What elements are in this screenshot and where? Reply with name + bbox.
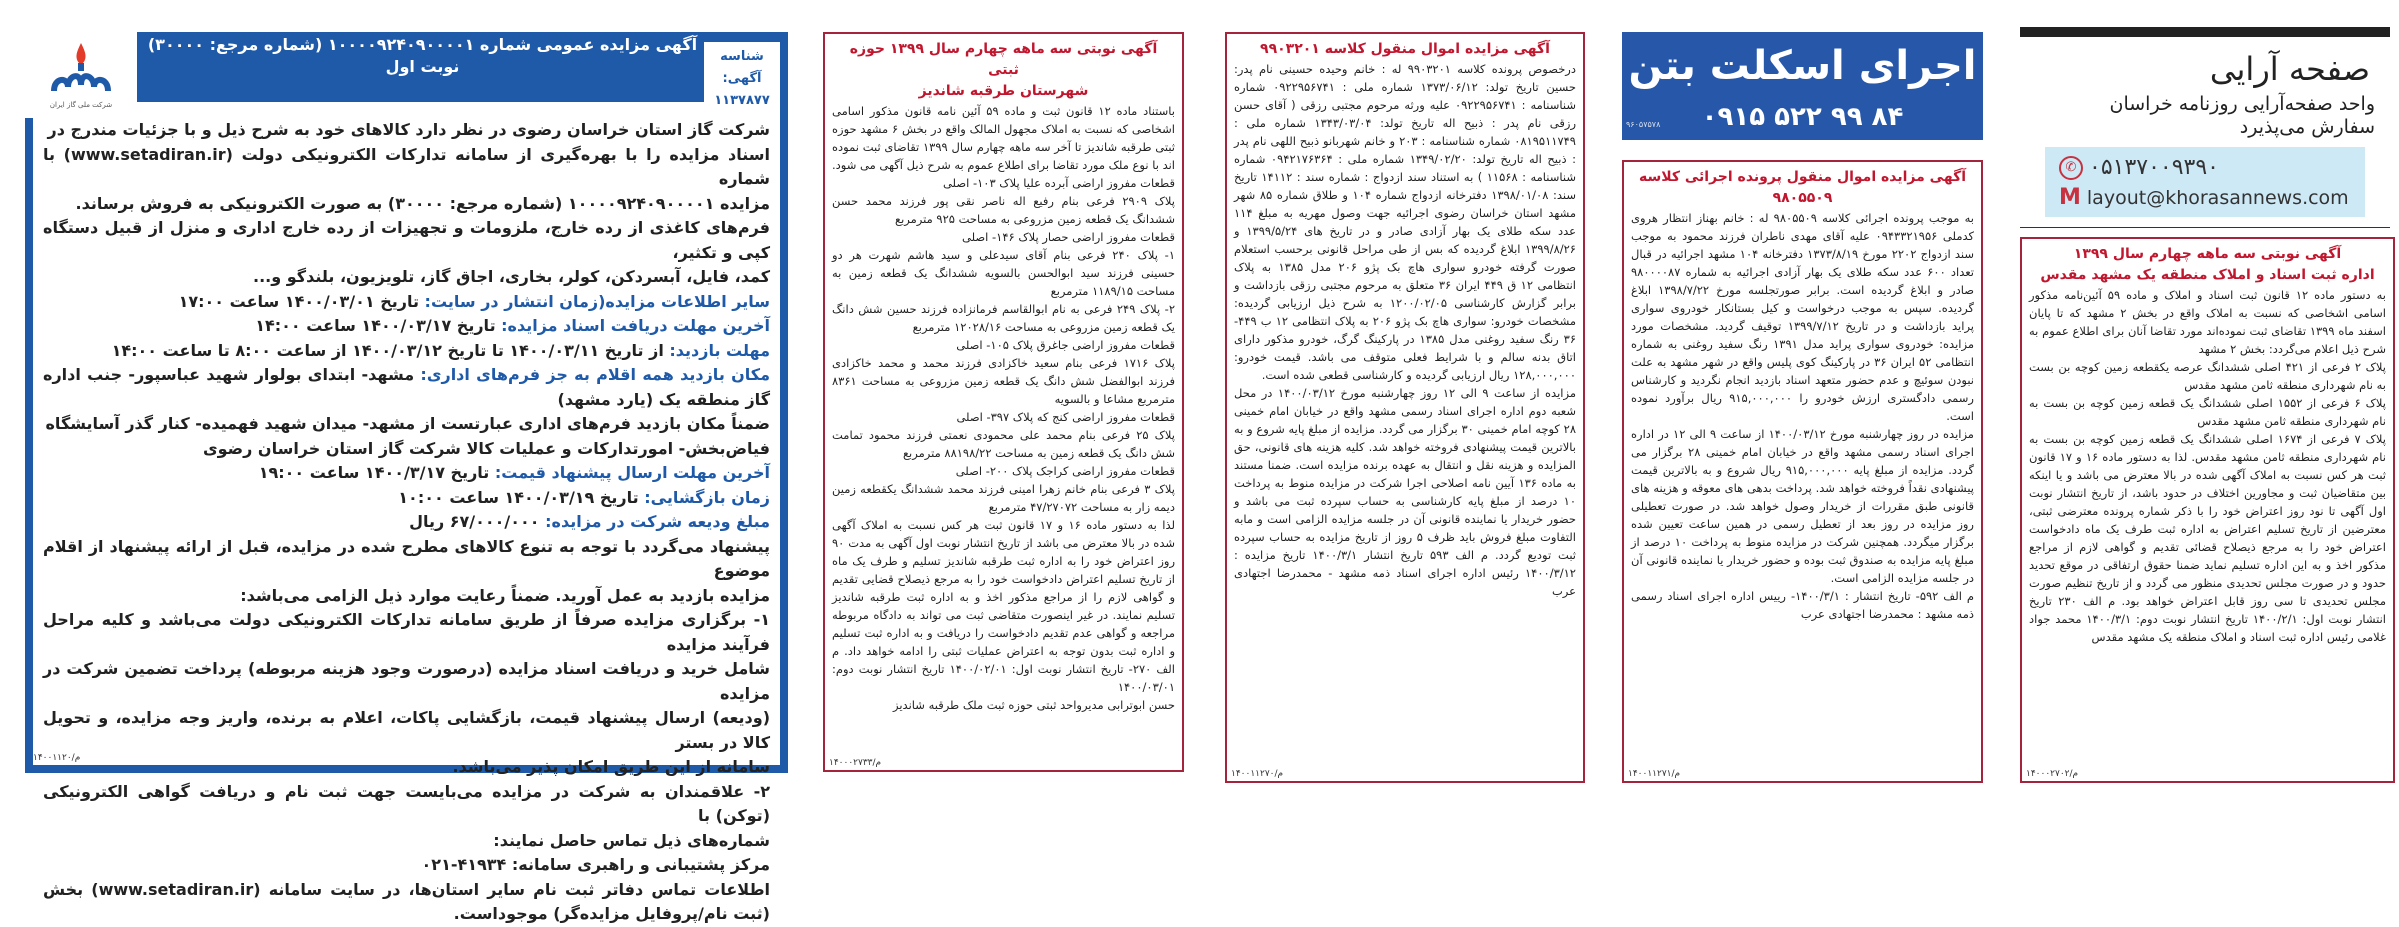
divider: [2020, 227, 2390, 228]
notice-heading: آگهی نوبتی سه ماهه چهارم سال ۱۳۹۹ حوزه ثبتی: [849, 41, 1158, 78]
ad-line-text: مرکز پشتیبانی و راهبری سامانه: ۴۱۹۳۴-۰۲۱: [421, 855, 770, 874]
ad-line-text: تاریخ ۱۴۰۰/۳/۱۷ ساعت ۱۹:۰۰: [258, 463, 490, 482]
logo-caption: شرکت ملی گاز ایران: [49, 100, 113, 109]
ad-line: [43, 192, 770, 217]
ad-line: [43, 339, 770, 364]
ad-line-text: پیشنهاد می‌گردد با توجه به تنوع کالاهای مطرح شده در مزایده، قبل از ارائه پیشنهاد از اقلام موضوع: [43, 536, 770, 580]
ad-line: [43, 461, 770, 486]
ad-title-line: آگهی مزایده عمومی شماره ۱۰۰۰۰۹۲۴۰۹۰۰۰۰۱ (شماره مرجع: ۳۰۰۰۰): [147, 35, 698, 54]
ad-line: [43, 755, 770, 780]
ad-line-text: ۶۷/۰۰۰/۰۰۰ ریال: [409, 512, 540, 531]
ad-line: [43, 216, 770, 265]
ad-line: [43, 363, 770, 412]
ad-line: [43, 314, 770, 339]
notice-paragraph: پلاک ۲ فرعی از ۴۲۱ اصلی ششدانگ عرصه یکقطعه زمین کوچه بن بست به نام شهرداری منطقه ثامن مشهد مقدس: [2029, 360, 2386, 392]
notice-paragraph: پلاک ۶ فرعی از ۱۵۵۲ اصلی ششدانگ یک قطعه زمین کوچه بن بست به نام شهرداری منطقه ثامن مشهد مقدس: [2029, 396, 2386, 428]
notice-paragraph: به دستور ماده ۱۲ قانون ثبت اسناد و املاک و ماده ۵۹ آئین‌نامه مذکور اسامی اشخاصی که نسبت به املاک واقع در بخش ۲ مشهد که تا پایان اسفند ماه ۱۳۹۹ تقاضای ثبت نموده‌اند مورد تقاضا آنان برای اطلاع عموم به شرح ذیل اعلام می‌گردد: بخش ۲ مشهد: [2029, 288, 2386, 356]
ad-line-text: تاریخ ۱۴۰۰/۰۳/۱۹ ساعت ۱۰:۰۰: [398, 487, 639, 507]
ad-line: [43, 143, 770, 192]
ad-line-label: آخرین مهلت ارسال پیشنهاد قیمت:: [489, 463, 770, 482]
notice-paragraph: پلاک ۳ فرعی بنام خانم زهرا امینی فرزند محمد ششدانگ یکقطعه زمین دیمه زار به مساحت ۴۷/۲۷۰۷۲ مترمربع: [832, 482, 1175, 514]
notice-paragraph: باستناد ماده ۱۲ قانون ثبت و ماده ۵۹ آئین نامه قانون مذکور اسامی اشخاصی که نسبت به املاک مجهول المالک واقع در بخش ۶ مشهد حوزه ثبتی طرقبه شاندیز تا آخر سه ماهه چهارم سال ۱۳۹۹ تقاضای ثبت نموده اند با نوع ملک مورد تقاضا برای اطلاع عموم به شرح ذیل آگهی می شود.: [832, 104, 1176, 172]
ad-line-label: زمان بازگشایی:: [638, 487, 770, 507]
notice-paragraph: م الف ۵۹۲- تاریخ انتشار : ۱۴۰۰/۳/۱- رییس اداره اجرای اسناد رسمی ذمه مشهد : محمدرضا اجتهادی عرب: [1631, 589, 1974, 621]
notice-paragraph: پلاک ۷ فرعی از ۱۶۷۴ اصلی ششدانگ یک قطعه زمین کوچه بن بست به نام شهرداری منطقه ثامن مشهد مقدس. لذا به دستور ماده ۱۶ و ۱۷ قانون ثبت هر کس نسبت به املاک آگهی شده در بالا معترض می باشد و یا اینکه بین متقاضیان ثبت و مجاورین اختلاف در حدود باشد، از تاریخ انتشار نوبت اول آگهی تا نود روز اعتراض خود را با ذکر شماره پرونده معترضی ثبتی، معترضین از تاریخ تسلیم اعتراض به اداره ثبت طرف یک ماه دادخواست اعتراض خود را به مرجع ذیصلاح قضائی تقدیم و گواهی لازم از مراجع مذکور اخذ و به این اداره تسلیم نماید ضمنا حقوق ارتفاقی در موقع تحدید حدود و در صورت مجلس تحدیدی منظور می گردد و از تاریخ تنظیم صورت مجلس تحدیدی تا سی روز قابل اعتراض خواهد بود. م الف ۲۳۰ تاریخ انتشار نوبت اول: ۱۴۰۰/۲/۱ تاریخ انتشار نوبت دوم: ۱۴۰۰/۳/۱ محمد جواد غلامی رئیس اداره ثبت اسناد و املاک منطقه یک مشهد مقدس: [2029, 432, 2387, 644]
promo-title: صفحه آرایی: [2209, 50, 2370, 88]
notice-paragraph: پلاک ۱۷۱۶ فرعی بنام سعید خاکزادی فرزند محمد و محمد خاکزادی فرزند ابوالفضل شش دانگ یک قطعه زمین مزروعی به مساحت ۸۳۶۱ مترمربع مشاعا و بالسویه: [832, 356, 1175, 406]
ad-line: [43, 535, 770, 584]
ad-line-label: آخرین مهلت دریافت اسناد مزایده:: [495, 316, 770, 335]
notice-code: م/۱۴۰۰۱۱۲۷۰: [1231, 769, 1284, 779]
ad-line: [43, 412, 770, 437]
ad-line-text: کمد، فایل، آبسردکن، کولر، بخاری، اجاق گاز، تلویزیون، بلندگو و...: [253, 267, 770, 286]
promo-subtitle: [2110, 93, 2375, 139]
ad-line: [43, 584, 770, 609]
ad-line-label: مبلغ ودیعه شرکت در مزایده:: [539, 512, 770, 531]
ad-line: [43, 657, 770, 706]
notice-taraqabeh-shandiz: [823, 32, 1184, 772]
ad-line: [43, 878, 770, 927]
ad-id-label: شناسه آگهی:: [720, 49, 764, 86]
notice-auction-9805509: [1622, 160, 1983, 783]
ad-line-text: تاریخ ۱۴۰۰/۰۳/۰۱ ساعت ۱۷:۰۰: [178, 291, 419, 311]
banner-code: ۹۶۰۵۷۵۷۸: [1626, 120, 1661, 129]
notice-paragraph: قطعات مفروز اراضی کراجک پلاک ۲۰۰- اصلی: [955, 464, 1175, 478]
notice-mashhad-region1: [2020, 237, 2395, 783]
ad-line-text: تاریخ ۱۴۰۰/۰۳/۱۷ ساعت ۱۴:۰۰: [255, 316, 496, 335]
ad-line-text: (ودیعه) ارسال پیشنهاد قیمت، بازگشایی پاکات، اعلام به برنده، واریز وجه مزایده، و تحویل کالا در بستر: [43, 708, 770, 752]
promo-subtitle-line: سفارش می‌پذیرد: [2239, 116, 2375, 138]
ad-line: [43, 706, 770, 755]
notice-subheading: شهرستان طرقبه شاندیز: [918, 83, 1089, 99]
ad-line-text: از تاریخ ۱۴۰۰/۰۳/۱۱ تا تاریخ ۱۴۰۰/۰۳/۱۲ از ساعت ۸:۰۰ تا ساعت ۱۴:۰۰: [111, 340, 664, 360]
notice-paragraph: ۱- پلاک ۲۴۰ فرعی بنام آقای سیدعلی و سید هاشم شهرت هر دو حسینی فرزند سید ابوالحسن بالسویه ششدانگ یک قطعه زمین به مساحت ۱۱۸۹/۱۵ مترمربع: [832, 248, 1175, 298]
promo-email-address[interactable]: layout@khorasannews.com: [2086, 187, 2349, 209]
ad-line-text: مشهد- ابتدای بولوار شهید عباسپور- جنب اداره گاز منطقه یک (یارد مشهد): [43, 365, 770, 409]
ad-id-box: [704, 42, 780, 108]
ad-line: [43, 510, 770, 535]
notice-code: م/۱۴۰۰۰۲۷۳۳: [829, 758, 882, 768]
ad-id-value: ۱۱۳۷۸۷۷: [714, 93, 770, 108]
notice-paragraph: قطعات مفروز اراضی کنج که پلاک ۳۹۷- اصلی: [956, 410, 1175, 424]
notice-code: م/۱۴۰۰۰۲۷۰۲: [2026, 769, 2079, 779]
ad-line: [43, 829, 770, 854]
promo-top-bar: [2020, 27, 2390, 37]
ad-line: [43, 290, 770, 315]
flame-logo-icon: [46, 41, 116, 101]
ad-line: [43, 853, 770, 878]
ad-line-text: شامل خرید و دریافت اسناد مزایده (درصورت وجود هزینه مربوطه) پرداخت تضمین شرکت در مزایده: [43, 659, 770, 703]
ad-code: م/۱۴۰۰۱۱۲۰: [33, 753, 81, 763]
ad-line-text: فیاض‌بخش- امورتدارکات و عملیات کالا شرکت گاز استان خراسان رضوی: [202, 438, 770, 458]
promo-subtitle-line: واحد صفحه‌آرایی روزنامه خراسان: [2109, 93, 2375, 115]
notice-body: [1631, 209, 1974, 623]
notice-paragraph: حسن ابوترابی مدیرواحد ثبتی حوزه ثبت ملک طرقبه شاندیز: [893, 698, 1175, 712]
ad-line-text: شرکت گاز استان خراسان رضوی در نظر دارد کالاهای خود به شرح ذیل و با جزئیات مندرج در: [47, 120, 770, 139]
promo-email: [2059, 185, 2349, 211]
mail-icon: M: [2059, 185, 2081, 210]
ad-line-label: مکان بازدید همه اقلام به جز فرم‌های اداری:: [414, 365, 770, 384]
gas-auction-ad: [25, 32, 788, 923]
promo-contact-box: [2045, 147, 2365, 217]
ad-line-text: مزایده ۱۰۰۰۰۹۲۴۰۹۰۰۰۰۱ (شماره مرجع: ۳۰۰۰۰) به صورت الکترونیکی به فروش برساند.: [75, 193, 770, 213]
notice-paragraph: پلاک ۲۵ فرعی بنام محمد علی محمودی نعمتی فرزند محمود تمامت شش دانگ یک قطعه زمین به مساحت ۸۸۱۹۸/۲۲ مترمربع: [832, 428, 1175, 460]
notice-subheading: اداره ثبت اسناد و املاک منطقه یک مشهد مقدس: [2040, 267, 2375, 283]
ad-title-round: نوبت اول: [385, 57, 460, 76]
ad-line-text: اطلاعات تماس دفاتر ثبت نام سایر استان‌ها، در سایت سامانه (www.setadiran.ir) بخش (ثبت نام/پروفایل مزایده‌گر) موجوداست.: [43, 879, 770, 923]
ad-line-text: سامانه از این طریق امکان پذیر می‌باشد.: [452, 757, 770, 776]
notice-paragraph: قطعات مفروز اراضی حصار پلاک ۱۴۶- اصلی: [961, 230, 1175, 244]
notice-body: [832, 102, 1175, 714]
notice-code: م/۱۴۰۰۱۱۲۷۱: [1628, 769, 1681, 779]
ad-line-text: ۲- علاقمندان به شرکت در مزایده می‌بایست جهت ثبت نام و دریافت گواهی الکترونیکی (توکن) با: [43, 781, 770, 825]
banner-phone-row: [1622, 94, 1983, 134]
concrete-frame-banner-ad: [1622, 32, 1983, 140]
ad-body: [43, 118, 770, 927]
notice-paragraph: قطعات مفروز اراضی آبرده علیا پلاک ۱۰۳- اصلی: [942, 176, 1175, 190]
ad-title: [145, 34, 700, 78]
notice-heading: آگهی مزایده اموال منقول کلاسه ۹۹۰۳۲۰۱: [1260, 41, 1550, 57]
promo-phone: [2059, 155, 2219, 181]
ad-line: [43, 265, 770, 290]
banner-phone: ۰۹۱۵ ۵۲۲ ۹۹ ۸۴: [1701, 102, 1904, 132]
notice-paragraph: پلاک ۲۹۰۹ فرعی بنام رفیع اله ناصر نقی پور فرزند محمد حسن ششدانگ یک قطعه زمین مزروعی به مساحت ۹۲۵ مترمربع: [832, 194, 1175, 226]
notice-paragraph: قطعات مفروز اراضی جاغرق پلاک ۱۰۵- اصلی: [956, 338, 1175, 352]
layout-service-promo: [2020, 27, 2390, 232]
ad-line-text: ۱- برگزاری مزایده صرفاً از طریق سامانه تدارکات الکترونیکی دولت می‌باشد و کلیه مراحل فرآیند مزایده: [43, 610, 770, 654]
notice-paragraph: لذا به دستور ماده ۱۶ و ۱۷ قانون ثبت هر کس نسبت به املاک آگهی شده در بالا معترض می باشد از تاریخ انتشار نوبت اول آگهی به مدت ۹۰ روز اعتراض خود را به اداره ثبت طرقبه شاندیز تسلیم و طرف یک ماه از تاریخ تسلیم اعتراض دادخواست خود را به مرجع ذیصلاح قضایی تقدیم و گواهی لازم را از مراجع مذکور اخذ و به اداره ثبت طرقبه شاندیز تسلیم نمایند. در غیر اینصورت متقاضی ثبت می تواند به دادگاه مربوطه مراجعه و گواهی عدم تقدیم دادخواست را دریافت و به اداره ثبت تسلیم و اداره ثبت بدون توجه به اعتراض عملیات ثبتی را ادامه خواهد داد. م الف ۲۷۰- تاریخ انتشار نوبت اول: ۱۴۰۰/۰۲/۰۱ تاریخ انتشار نوبت دوم: ۱۴۰۰/۰۳/۰۱: [832, 518, 1175, 694]
ad-line: [43, 437, 770, 462]
ad-line-label: مهلت بازدید:: [663, 340, 770, 360]
gas-company-logo: [25, 32, 137, 118]
notice-heading: آگهی مزایده اموال منقول پرونده اجرائی کلاسه ۹۸۰۵۵۰۹: [1638, 169, 1967, 206]
ad-line: [43, 608, 770, 657]
banner-title: اجرای اسکلت بتن: [1628, 43, 1977, 89]
notice-paragraph: مزایده از ساعت ۹ الی ۱۲ روز چهارشنبه مورخ ۱۴۰۰/۰۳/۱۲ در محل شعبه دوم اداره اجرای اسناد رسمی مشهد واقع در خیابان امام خمینی ۲۸ کوچه امام خمینی ۳۰ برگزار می گردد. مزایده از مبلغ پایه شروع و به بالاترین قیمت پیشنهادی فروخته خواهد شد. کلیه هزینه های قانونی، حق المزایده و هزینه نقل و انتقال به عهده برنده مزایده است. ضمنا مستند به ماده ۱۳۶ آیین نامه اصلاحی اجرا شرکت در مزایده منوط به پرداخت ۱۰ درصد از مبلغ پایه کارشناسی به حساب سپرده ثبت می باشد و حضور خریدار یا نماینده قانونی آن در جلسه مزایده الزامی است و مابه التفاوت مبلغ فروش باید ظرف ۵ روز از تاریخ مزایده به حساب سپرده ثبت تودیع گردد. م الف ۵۹۳ تاریخ انتشار ۱۴۰۰/۳/۱ تاریخ مزایده : ۱۴۰۰/۳/۱۲ رئیس اداره اجرای اسناد ذمه مشهد - محمدرضا اجتهادی عرب: [1234, 386, 1577, 598]
ad-line-text: فرم‌های کاغذی از رده خارج، ملزومات و تجهیزات از رده خارج اداری و منزل از قبیل دستگاه کپی و تکثیر،: [43, 218, 770, 262]
ad-line-text: شماره‌های ذیل تماس حاصل نمایند:: [493, 830, 770, 850]
notice-paragraph: مزایده در روز چهارشنبه مورخ ۱۴۰۰/۰۳/۱۲ از ساعت ۹ الی ۱۲ در اداره اجرای اسناد رسمی مشهد واقع در خیابان امام خمینی ۲۸ برگزار می گردد. مزایده از مبلغ پایه ۹۱۵,۰۰۰,۰۰۰ ریال شروع و به بالاترین قیمت پیشنهادی نقداً فروخته خواهد شد. پرداخت بدهی های معوقه و هزینه های قانونی طبق مقررات از خریدار وصول خواهد شد. در صورت تعطیلی روز مزایده در روز بعد از تعطیل رسمی در همین ساعت تعیین شده برگزار میگردد. همچنین شرکت در مزایده منوط به پرداخت ۱۰ درصد از مبلغ پایه مزایده به صندوق ثبت بوده و حضور خریدار یا نماینده قانونی آن در جلسه مزایده الزامی است.: [1631, 427, 1975, 585]
notice-heading: آگهی نوبتی سه ماهه چهارم سال ۱۳۹۹: [2073, 246, 2342, 262]
ad-line-text: ضمناً مکان بازدید فرم‌های اداری عبارتست از مشهد- میدان شهید فهمیده- کنار گذر آسایشگاه: [45, 414, 770, 433]
phone-icon: ✆: [2059, 156, 2083, 180]
notice-paragraph: درخصوص پرونده کلاسه ۹۹۰۳۲۰۱ له : خانم وحیده حسینی نام پدر: حسین تاریخ تولد: ۱۳۷۳/۰۶/۱۲ شماره ملی : ۰۹۲۲۹۵۶۷۴۱ شماره شناسنامه : ۰۹۲۲۹۵۶۷۴۱ علیه ورثه مرحوم مجتبی رزقی ( آقای حسن رزقی نام پدر : ذبیح اله تاریخ تولد: ۱۳۴۳/۰۳/۰۴ شماره ملی : ۰۸۱۹۵۱۱۷۴۹ شماره شناسنامه : ۲۰۳ و خانم شهربانو ذبیح اللهی نام پدر : ذبیح اله تاریخ تولد: ۱۳۴۹/۰۲/۲۰ شماره ملی : ۰۹۴۲۱۷۶۳۶۴ شماره شناسنامه : ۱۱۵۶۸ ) به استناد سند ازدواج : شماره سند : ۱۴۱۱۲ تاریخ سند: ۱۳۹۸/۰۱/۰۸ دفترخانه ازدواج شماره ۱۰۴ و طلاق شماره ۸۵ شهر مشهد استان خراسان رضوی اجرائیه جهت وصول مهریه به مبلغ ۱۱۴ عدد سکه طلای یک بهار آزادی صادر و در تاریخ های ۱۳۹۹/۵/۲۴ و ۱۳۹۹/۸/۲۶ ابلاغ گردیده که بس از طی مراحل قانونی برحسب استعلام صورت گرفته خودرو سواری هاچ بک پژو ۲۰۶ مدل ۱۳۸۵ به پلاک انتظامی ۱۲ ق ۴۴۹ ایران ۳۶ متعلق به مرحوم مجتبی رزقی بازداشت و برابر گزارش کارشناسی ۱۲۰۰/۰۲/۰۵ به شرح ذیل ارزیابی گردیده: مشخصات خودرو: سواری هاچ بک پژو ۲۰۶ به پلاک انتظامی ۱۲ ب ۴۴۹- ۳۶ رنگ سفید روغنی مدل ۱۳۸۵ در پارکینگ گرگ، خودرو مذکور دارای اتاق بدنه سالم و با شرایط فعلی متوقف می باشد. قیمت خودرو: ۱۲۸,۰۰۰,۰۰۰ ریال ارزیابی گردیده و کارشناسی قطعی شده است.: [1234, 62, 1577, 382]
ad-line-text: اسناد مزایده را با بهره‌گیری از سامانه تدارکات الکترونیکی دولت (www.setadiran.ir) با شماره: [43, 144, 770, 188]
notice-auction-9903201: [1225, 32, 1585, 783]
ad-line: [43, 118, 770, 143]
notice-body: [2029, 286, 2386, 646]
promo-phone-number[interactable]: ۰۵۱۳۷۰۰۹۳۹۰: [2089, 155, 2219, 180]
notice-paragraph: ۲- پلاک ۲۴۹ فرعی به نام ابوالقاسم فرمانزاده فرزند حسین شش دانگ یک قطعه زمین مزروعی به مساحت ۱۲۰۲۸/۱۶ مترمربع: [832, 302, 1175, 334]
ad-line-text: مزایده بازدید به عمل آورید. ضمناً رعایت موارد ذیل الزامی می‌باشد:: [240, 585, 770, 605]
notice-paragraph: به موجب پرونده اجرائی کلاسه ۹۸۰۵۵۰۹ له : خانم بهناز انتظار هروی کدملی ۰۹۴۳۳۲۱۹۵۶ علیه آقای مهدی ناطران فرزند محمود به موجب سند ازدواج ۲۲۰۲ مورخ ۱۳۷۳/۸/۱۹ دفترخانه ۱۰۴ مشهد اجرائیه در قبال تعداد ۶۰۰ عدد سکه طلای یک بهار آزادی اجرائیه به شماره ۹۸۰۰۰۰۸۷ صادر و ابلاغ گردیده است. برابر صورتجلسه مورخ ۱۳۹۸/۷/۲۲ ابلاغ گردیده. سپس به موجب درخواست و کیل بستانکار خودروی سواری پراید بازداشت و در تاریخ ۱۳۹۹/۷/۱۲ توقیف گردید. مشخصات مورد مزایده: خودروی سواری پراید مدل ۱۳۹۱ رنگ سفید روغنی به شماره انتظامی ۵۲ ایران ۳۶ در پارکینگ کوی پلیس واقع در شهر مشهد به علت نبودن سوئیچ و عدم حضور متعهد اسناد بازدید انجام نگردید و کارشناس رسمی دادگستری ارزش خودرو را ۹۱۵,۰۰۰,۰۰۰ ریال برآورد نموده است.: [1631, 211, 1975, 423]
ad-line: [43, 486, 770, 511]
ad-line-label: سایر اطلاعات مزایده(زمان انتشار در سایت:: [418, 291, 770, 311]
ad-line: [43, 780, 770, 829]
notice-body: [1234, 60, 1576, 600]
